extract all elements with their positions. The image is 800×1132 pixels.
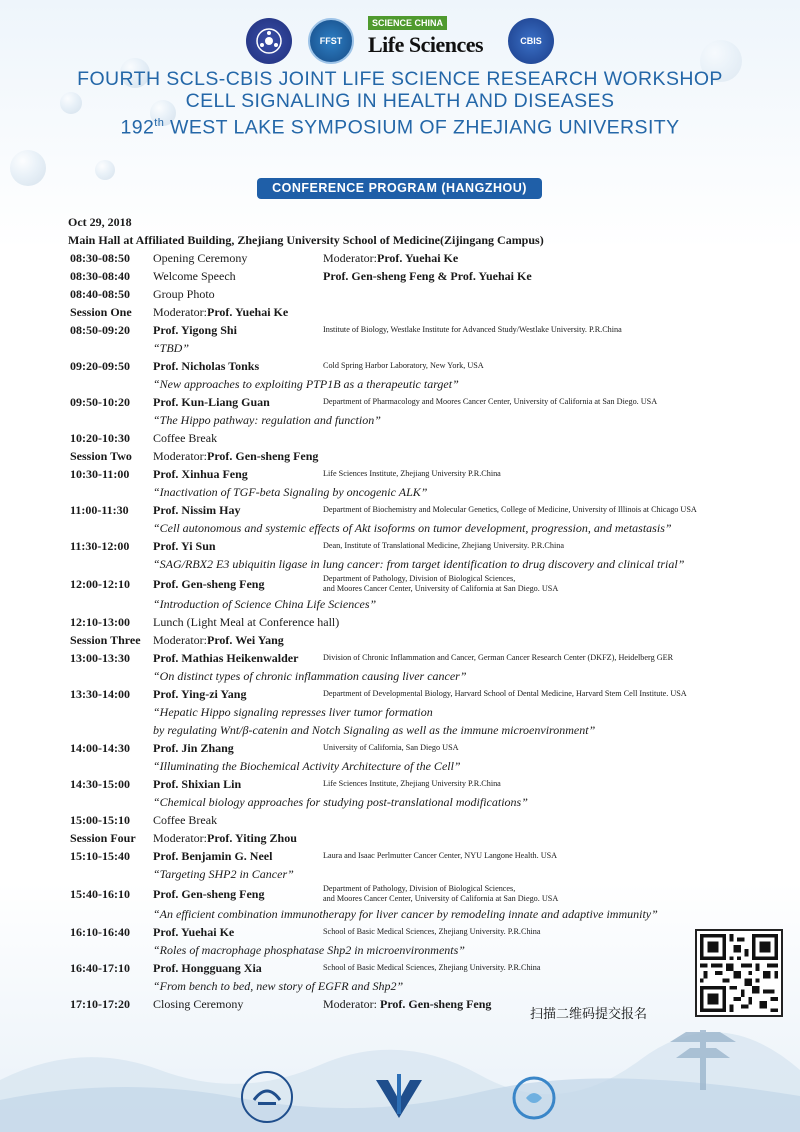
time-slot: 08:30-08:40 <box>70 269 130 283</box>
time-slot: 12:10-13:00 <box>70 615 130 629</box>
session-name: Session One <box>70 305 132 319</box>
speaker-name: Prof. Benjamin G. Neel <box>153 849 273 863</box>
talk-title: “New approaches to exploiting PTP1B as a therapeutic target” <box>153 377 459 391</box>
time-slot: 16:10-16:40 <box>70 925 130 939</box>
talk-title: “Chemical biology approaches for studying post-translational modifications” <box>153 795 528 809</box>
speaker-name: Prof. Yuehai Ke <box>153 925 235 939</box>
moderator-prefix: Moderator: <box>153 449 207 463</box>
title-suffix: WEST LAKE SYMPOSIUM OF ZHEJIANG UNIVERSITY <box>164 116 680 139</box>
speaker-name: Prof. Yigong Shi <box>153 323 237 337</box>
speaker-name: Prof. Gen-sheng Feng <box>153 577 265 591</box>
time-slot: 08:30-08:50 <box>70 251 130 265</box>
session-name: Session Three <box>70 633 141 647</box>
title-line-2: CELL SIGNALING IN HEALTH AND DISEASES <box>185 90 615 112</box>
schedule-row <box>68 285 768 303</box>
time-slot: 09:50-10:20 <box>70 395 130 409</box>
speaker-affiliation: Department of Biochemistry and Molecular Genetics, College of Medicine, University of Illinois at Chicago USA <box>323 505 697 514</box>
speaker-name: Prof. Ying-zi Yang <box>153 687 247 701</box>
time-slot: 11:00-11:30 <box>70 503 129 517</box>
break-row <box>68 811 768 829</box>
time-slot: 10:20-10:30 <box>70 431 130 445</box>
speaker-affiliation: School of Basic Medical Sciences, Zhejiang University. P.R.China <box>323 927 541 936</box>
moderator <box>323 995 491 1013</box>
talk-row <box>68 393 768 411</box>
science-china-badge: SCIENCE CHINA <box>368 16 447 30</box>
talk-row <box>68 537 768 555</box>
talk-row <box>68 465 768 483</box>
title-block <box>0 68 800 139</box>
talk-row <box>68 685 768 703</box>
talk-title: “SAG/RBX2 E3 ubiquitin ligase in lung cancer: from target identification to drug discovery and clinical trial” <box>153 557 685 571</box>
time-slot: 15:40-16:10 <box>70 887 130 901</box>
zhejiang-university-logo <box>238 1068 296 1126</box>
speaker-affiliation: Life Sciences Institute, Zhejiang University P.R.China <box>323 469 501 478</box>
break-row <box>68 429 768 447</box>
time-slot: 11:30-12:00 <box>70 539 130 553</box>
moderator <box>153 631 284 649</box>
speaker-name: Prof. Yi Sun <box>153 539 216 553</box>
session-row <box>68 303 768 321</box>
talk-title: “An efficient combination immunotherapy for liver cancer by remodeling innate and adaptive immunity” <box>153 907 658 921</box>
item-label: Coffee Break <box>153 431 218 445</box>
talk-title: “From bench to bed, new story of EGFR and Shp2” <box>153 979 404 993</box>
decor-bubble <box>10 150 46 186</box>
moderator-name: Prof. Yiting Zhou <box>206 831 297 845</box>
speaker-affiliation: Life Sciences Institute, Zhejiang University P.R.China <box>323 779 501 788</box>
time-slot: 15:10-15:40 <box>70 849 130 863</box>
time-slot: 13:30-14:00 <box>70 687 130 701</box>
schedule-row <box>68 995 768 1013</box>
item-label: Group Photo <box>153 287 215 301</box>
affiliation-line: and Moores Cancer Center, University of California at San Diego. USA <box>323 894 559 903</box>
talk-row <box>68 321 768 339</box>
registration-qr-code[interactable] <box>695 929 783 1017</box>
session-row <box>68 829 768 847</box>
time-slot: 15:00-15:10 <box>70 813 130 827</box>
talk-title: “Roles of macrophage phosphatase Shp2 in microenvironments” <box>153 943 465 957</box>
break-row <box>68 613 768 631</box>
talk-row <box>68 847 768 865</box>
time-slot: 12:00-12:10 <box>70 577 130 591</box>
schedule-row <box>68 267 768 285</box>
cas-logo <box>246 18 292 64</box>
moderator-name: Prof. Yuehai Ke <box>206 305 289 319</box>
speaker-affiliation: Division of Chronic Inflammation and Cancer, German Cancer Research Center (DKFZ), Heidelberg GER <box>323 653 674 662</box>
speaker-affiliation: Cold Spring Harbor Laboratory, New York, USA <box>323 361 484 370</box>
item-label: Lunch (Light Meal at Conference hall) <box>153 615 340 629</box>
time-slot: 10:30-11:00 <box>70 467 130 481</box>
time-slot: 14:30-15:00 <box>70 777 130 791</box>
cbis-logo: CBIS <box>508 18 554 64</box>
program-banner: CONFERENCE PROGRAM (HANGZHOU) <box>257 178 542 199</box>
decor-bubble <box>95 160 115 180</box>
affiliation-line: Department of Pathology, Division of Biological Sciences, <box>323 574 516 583</box>
program-date: Oct 29, 2018 <box>68 215 132 229</box>
time-slot: 16:40-17:10 <box>70 961 130 975</box>
speaker-name: Prof. Jin Zhang <box>153 741 234 755</box>
affiliation-line: Department of Pathology, Division of Biological Sciences, <box>323 884 516 893</box>
speaker-name: Prof. Hongguang Xia <box>153 961 262 975</box>
title-ordinal: th <box>154 117 165 129</box>
moderator-name: Prof. Gen-sheng Feng <box>206 449 319 463</box>
speaker-name: Prof. Xinhua Feng <box>153 467 248 481</box>
time-slot: 08:40-08:50 <box>70 287 130 301</box>
talk-row <box>68 501 768 519</box>
schedule-row <box>68 249 768 267</box>
talk-row <box>68 959 768 977</box>
program-schedule <box>68 213 768 1013</box>
talk-title-continued: by regulating Wnt/β-catenin and Notch Signaling as well as the immune microenvironment” <box>153 723 596 737</box>
speaker-affiliation: Laura and Isaac Perlmutter Cancer Center, NYU Langone Health. USA <box>323 851 558 860</box>
speakers: Prof. Gen-sheng Feng & Prof. Yuehai Ke <box>323 269 532 283</box>
speaker-affiliation: University of California, San Diego USA <box>323 743 459 752</box>
talk-title: “Cell autonomous and systemic effects of Akt isoforms on tumor development, progression, and metastasis” <box>153 521 672 535</box>
moderator <box>153 303 288 321</box>
talk-title: “On distinct types of chronic inflammation causing liver cancer” <box>153 669 467 683</box>
item-label: Welcome Speech <box>153 269 236 283</box>
item-label: Closing Ceremony <box>153 997 244 1011</box>
moderator-prefix: Moderator: <box>153 831 207 845</box>
time-slot: 08:50-09:20 <box>70 323 130 337</box>
moderator <box>153 447 318 465</box>
session-row <box>68 447 768 465</box>
talk-title: “Inactivation of TGF-beta Signaling by oncogenic ALK” <box>153 485 428 499</box>
qr-code-icon <box>700 934 778 1012</box>
talk-row <box>68 573 768 595</box>
speaker-name: Prof. Mathias Heikenwalder <box>153 651 299 665</box>
life-sciences-logo-text: Life Sciences <box>368 32 484 57</box>
time-slot: 13:00-13:30 <box>70 651 130 665</box>
session-row <box>68 631 768 649</box>
program-venue: Main Hall at Affiliated Building, Zhejiang University School of Medicine(Zijingang Campus) <box>68 233 544 247</box>
moderator-name: Prof. Wei Yang <box>206 633 284 647</box>
speaker-affiliation <box>323 574 558 594</box>
talk-row <box>68 739 768 757</box>
talk-row <box>68 775 768 793</box>
speaker-affiliation: Dean, Institute of Translational Medicine, Zhejiang University. P.R.China <box>323 541 564 550</box>
talk-row <box>68 883 768 905</box>
title-number: 192 <box>120 116 155 139</box>
talk-title: “Hepatic Hippo signaling represses liver tumor formation <box>153 705 433 719</box>
title-line-3 <box>0 112 800 139</box>
item-label: Opening Ceremony <box>153 251 248 265</box>
speaker-affiliation: Institute of Biology, Westlake Institute for Advanced Study/Westlake University. P.R.China <box>323 325 622 334</box>
speaker-affiliation: Department of Developmental Biology, Harvard School of Dental Medicine, Harvard Stem Cell Institute. USA <box>323 689 687 698</box>
affiliation-line: and Moores Cancer Center, University of California at San Diego. USA <box>323 584 559 593</box>
logo-row <box>0 14 800 66</box>
talk-title: “The Hippo pathway: regulation and function” <box>153 413 381 427</box>
time-slot: 09:20-09:50 <box>70 359 130 373</box>
talk-row <box>68 923 768 941</box>
speaker-affiliation: Department of Pharmacology and Moores Cancer Center, University of California at San Diego. USA <box>323 397 658 406</box>
session-name: Session Two <box>70 449 132 463</box>
moderator <box>323 249 458 267</box>
talk-title: “Illuminating the Biochemical Activity Architecture of the Cell” <box>153 759 461 773</box>
moderator-name: Prof. Yuehai Ke <box>376 251 459 265</box>
time-slot: 14:00-14:30 <box>70 741 130 755</box>
moderator <box>153 829 297 847</box>
medical-school-logo <box>370 1068 428 1126</box>
speaker-name: Prof. Kun-Liang Guan <box>153 395 270 409</box>
speaker-affiliation: School of Basic Medical Sciences, Zhejiang University. P.R.China <box>323 963 541 972</box>
talk-title: “TBD” <box>153 341 190 355</box>
item-label: Coffee Break <box>153 813 218 827</box>
speaker-name: Prof. Shixian Lin <box>153 777 242 791</box>
talk-row <box>68 357 768 375</box>
moderator-prefix: Moderator: <box>323 997 380 1011</box>
speaker-name: Prof. Nissim Hay <box>153 503 241 517</box>
moderator-prefix: Moderator: <box>153 633 207 647</box>
talk-row <box>68 649 768 667</box>
ffst-logo: FFST <box>308 18 354 64</box>
moderator-prefix: Moderator: <box>323 251 377 265</box>
speaker-name: Prof. Gen-sheng Feng <box>153 887 265 901</box>
talk-title: “Targeting SHP2 in Cancer” <box>153 867 294 881</box>
speaker-affiliation <box>323 884 558 904</box>
time-slot: 17:10-17:20 <box>70 997 130 1011</box>
speaker-name: Prof. Nicholas Tonks <box>153 359 260 373</box>
session-name: Session Four <box>70 831 136 845</box>
talk-title: “Introduction of Science China Life Sciences” <box>153 597 377 611</box>
title-line-1: FOURTH SCLS-CBIS JOINT LIFE SCIENCE RESEARCH WORKSHOP <box>77 68 723 90</box>
west-lake-symposium-logo <box>508 1068 566 1126</box>
qr-caption: 扫描二维码提交报名 <box>530 1007 648 1022</box>
moderator-prefix: Moderator: <box>153 305 207 319</box>
moderator-name: Prof. Gen-sheng Feng <box>379 997 492 1011</box>
